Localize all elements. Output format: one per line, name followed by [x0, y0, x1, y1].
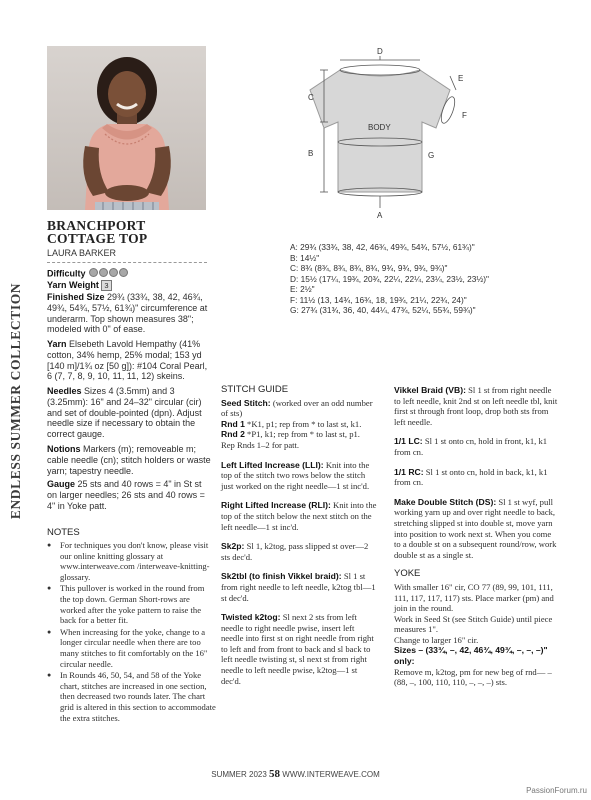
measurement-a: A: 29¾ (33¾, 38, 42, 46¾, 49¾, 54¾, 57½, 61¾)" — [290, 242, 475, 252]
seed-stitch-desc: (worked over an odd number of sts) — [221, 397, 373, 419]
notions-text: Markers (m); removeable m; cable needle (cn); stitch holders or waste yarn; tapestry needle. — [47, 444, 211, 476]
side-label-text: ENDLESS SUMMER COLLECTION — [8, 282, 23, 520]
yoke-text-3: Change to larger 16" cir. — [394, 634, 479, 645]
schematic-diagram — [300, 46, 480, 226]
yarn-weight-label: Yarn Weight — [47, 280, 99, 290]
yarn-weight-badge: 3 — [101, 280, 111, 291]
lc-block — [394, 436, 559, 457]
difficulty-row — [47, 268, 211, 280]
double-stitch-text: Sl 1 st wyf, pull working yarn up and over right needle to back, stretching slipped st into double st, move yarn into position to work next st. When you come to a double st on a subsequent round/row, work double st as a single st. — [394, 496, 557, 560]
stitch-guide-column — [221, 385, 378, 695]
measurement-f: F: 11½ (13, 14¾, 16¾, 18, 19¾, 21¼, 22¾, 24)" — [290, 294, 467, 305]
notions-block — [47, 444, 211, 476]
pattern-author: LAURA BARKER — [47, 248, 117, 258]
seed-rnd1-label: Rnd 1 — [221, 418, 245, 429]
measurement-g: G: 27¾ (31¾, 36, 40, 44¼, 47¾, 52¼, 55¾, 59¾)" — [290, 305, 476, 315]
gauge-text: 25 sts and 40 rows = 4" in St st on larger needles; 26 sts and 40 rows = 4" in Yoke patt. — [47, 479, 205, 511]
sk2tbl-block — [221, 571, 378, 603]
vikkel-braid-name: Vikkel Braid (VB): — [394, 385, 466, 395]
footer-site: WWW.INTERWEAVE.COM — [282, 770, 380, 779]
page-number: 58 — [269, 768, 281, 780]
side-section-label — [6, 282, 26, 520]
sk2tbl-name: Sk2tbl (to finish Vikkel braid): — [221, 571, 342, 582]
rc-name: 1/1 RC: — [394, 466, 424, 477]
note-item: ● For techniques you don't know, please visit our online knitting glossary at www.interweave.com /interweave-knitting-glossary. — [47, 540, 217, 582]
vikkel-braid-text: Sl 1 st from right needle to left needle, knit 2nd st on left needle tbl, knit first st through front loop, drop both sts from left needle. — [394, 385, 558, 427]
sk2p-name: Sk2p: — [221, 541, 245, 552]
twisted-k2tog-text: Sl next 2 sts from left needle to right needle pwise, insert left needle into first st on right needle from right to left and from front to back and sl back to left needle twisting st, sl next st from right needle to left needle pwise, k2tog—1 st dec'd. — [221, 612, 374, 686]
note-item: ● In Rounds 46, 50, 54, and 58 of the Yoke chart, stitches are increased in one section, then decreased two rounds later. The chart grid is altered in this section to accommodate the extra stitches. — [47, 670, 217, 723]
rli-text: Knit into the top of the stitch below the next stitch on the left needle—1 st inc'd. — [221, 500, 377, 532]
right-column — [394, 385, 559, 688]
double-stitch-block — [394, 497, 559, 561]
twisted-k2tog-name: Twisted k2tog: — [221, 612, 281, 623]
seed-rnd2-text: *P1, k1; rep from * to last st, p1. — [247, 429, 360, 440]
finished-size-text: 29¾ (33¾, 38, 42, 46¾, 49¾, 54¾, 57½, 61¾)" circumference at underarm. Top shown measures 38"; modeled with 0" of ease. — [47, 292, 208, 335]
seed-rnd1-text: *K1, p1; rep from * to last st, k1. — [247, 418, 362, 429]
note-item: ● This pullover is worked in the round from the top down. German Short-rows are worked after the yoke pattern to raise the back for a better fit. — [47, 583, 217, 625]
diagram-label-a: A — [377, 211, 383, 220]
finished-size-label: Finished Size — [47, 292, 105, 302]
notes-heading: NOTES — [47, 527, 80, 538]
measurement-b: B: 14½" — [290, 252, 320, 263]
note-item: ● When increasing for the yoke, change to a longer circular needle when there are too many stitches to fit comfortably on the 16" circular needle. — [47, 627, 217, 669]
diagram-label-f: F — [462, 111, 467, 120]
notes-list — [47, 540, 217, 724]
rc-block — [394, 467, 559, 488]
diagram-label-d: D — [377, 47, 383, 56]
twisted-k2tog-block — [221, 612, 378, 686]
seed-rnd2-label: Rnd 2 — [221, 429, 245, 440]
sk2p-text: Sl 1, k2tog, pass slipped st over—2 sts dec'd. — [221, 541, 369, 562]
diagram-label-g: G — [428, 151, 435, 160]
measurement-c: C: 8¾ (8¾, 8¾, 8¾, 8¾, 9¾, 9¾, 9¾, 9¾)" — [290, 263, 448, 273]
diagram-label-c: C — [308, 93, 314, 102]
diagram-label-e: E — [458, 74, 464, 83]
yarn-label: Yarn — [47, 339, 67, 349]
yoke-text-2: Work in Seed St (see Stitch Guide) until piece measures 1". — [394, 613, 553, 635]
sk2tbl-text: Sl 1 st from right needle to left needle, k2tog tbl—1 st dec'd. — [221, 571, 376, 603]
yoke-text-4: Remove m, k2tog, pm for new beg of rnd— – (88, –, 100, 110, 110, –, –, –) sts. — [394, 666, 552, 688]
notions-label: Notions — [47, 444, 81, 454]
needles-text: Sizes 4 (3.5mm) and 3 (3.25mm): 16" and 24–32" circular (cir) and set of double-pointed (dpn). Adjust needle size if necessary to obtain the correct gauge. — [47, 386, 202, 440]
lli-name: Left Lifted Increase (LLI): — [221, 459, 324, 470]
finished-size-block — [47, 292, 211, 335]
difficulty-label: Difficulty — [47, 268, 86, 279]
seed-stitch-name: Seed Stitch: — [221, 397, 271, 408]
lc-text: Sl 1 st onto cn, hold in front, k1, k1 from cn. — [394, 436, 548, 457]
stitch-guide-heading: STITCH GUIDE — [221, 384, 289, 395]
seed-repeat-text: Rep Rnds 1–2 for patt. — [221, 439, 300, 450]
lli-text: Knit into the top of the stitch two rows below the stitch just worked on the right needle—1 st inc'd. — [221, 459, 370, 491]
needles-block — [47, 386, 211, 440]
needles-label: Needles — [47, 386, 82, 396]
sk2p-block — [221, 541, 378, 562]
yarn-text: Elsebeth Lavold Hempathy (41% cotton, 34% hemp, 25% modal; 153 yd [140 m]/1¾ oz [50 g]): #104 Coral Pearl, 6 (7, 7, 8, 9, 10, 11, 11, 12) skeins. — [47, 339, 208, 382]
rli-name: Right Lifted Increase (RLI): — [221, 500, 331, 511]
gauge-block — [47, 479, 211, 511]
title-divider — [47, 262, 207, 263]
vikkel-braid-block — [394, 385, 559, 427]
yoke-heading: YOKE — [394, 568, 421, 580]
gauge-label: Gauge — [47, 479, 76, 489]
yoke-sizes-label: Sizes – (33¾, –, 42, 46¾, 49¾, –, –, –)" only: — [394, 645, 548, 667]
pattern-title: BRANCHPORT COTTAGE TOP — [47, 218, 148, 246]
measurements-list — [290, 242, 580, 316]
diagram-label-body: BODY — [368, 123, 391, 132]
seed-stitch-block — [221, 398, 378, 451]
page-footer — [0, 768, 591, 780]
measurement-d: D: 15½ (17¼, 19¾, 20¾, 22¼, 22¼, 23¼, 23½, 23½)" — [290, 273, 489, 284]
lli-block — [221, 460, 378, 492]
rli-block — [221, 500, 378, 532]
rc-text: Sl 1 st onto cn, hold in back, k1, k1 from cn. — [394, 466, 548, 488]
difficulty-dots-icon — [88, 268, 128, 280]
double-stitch-name: Make Double Stitch (DS): — [394, 496, 497, 507]
footer-issue: SUMMER 2023 — [211, 770, 267, 779]
lc-name: 1/1 LC: — [394, 436, 423, 447]
model-photo — [47, 46, 206, 210]
yarn-block — [47, 339, 211, 382]
yarn-weight-row — [47, 280, 211, 291]
diagram-label-b: B — [308, 149, 314, 158]
measurement-e: E: 2½" — [290, 284, 315, 294]
watermark-text: PassionForum.ru — [526, 786, 587, 795]
yoke-text-1: With smaller 16" cir, CO 77 (89, 99, 101, 111, 111, 117, 117, 117) sts. Place marker (pm) and join in the round. — [394, 581, 554, 614]
